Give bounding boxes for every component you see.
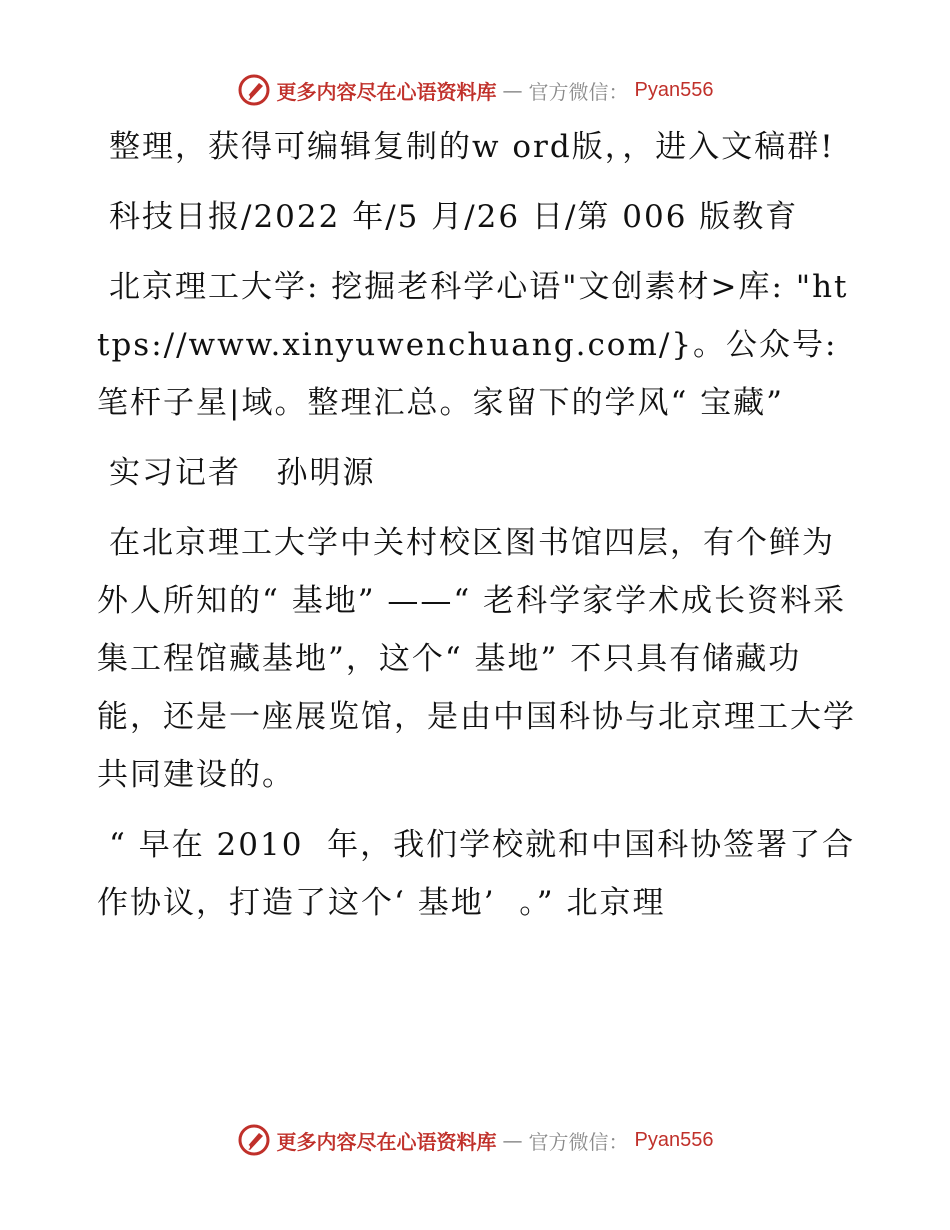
watermark-separator: — xyxy=(502,78,523,102)
paragraph-intro: 整理，获得可编辑复制的w ord版，，进入文稿群! xyxy=(109,129,835,165)
pen-logo-icon xyxy=(237,1123,271,1157)
watermark-wechat-id: Pyan556 xyxy=(634,78,714,101)
watermark-wechat-id: Pyan556 xyxy=(634,1128,714,1151)
watermark-brand: 更多内容尽在心语资料库 xyxy=(276,79,497,104)
paragraph-byline: 实习记者 孙明源 xyxy=(109,455,376,491)
paragraph-body-2: “ 早在 2010 年，我们学校就和中国科协签署了合作协议，打造了这个‘ 基地’ 。” 北京理 xyxy=(97,827,856,921)
paragraph-headline: 北京理工大学: 挖掘老科学心语"文创素材>库: "https://www.xinyuwenchuang.com/}。公众号: 笔杆子星|域。整理汇总。家留下的学风“ 宝藏” xyxy=(97,269,850,421)
footer-watermark xyxy=(0,1120,950,1160)
document-body xyxy=(97,118,857,944)
paragraph-source: 科技日报/2022 年/5 月/26 日/第 006 版教育 xyxy=(109,199,799,235)
watermark-wechat-label: 官方微信： xyxy=(528,1129,629,1154)
watermark-separator: — xyxy=(502,1128,523,1152)
paragraph-body-1: 在北京理工大学中关村校区图书馆四层，有个鲜为外人所知的“ 基地” ——“ 老科学家学术成长资料采集工程馆藏基地”，这个“ 基地” 不只具有储藏功能，还是一座展览馆，是由中国科协与北京理工大学共同建设的。 xyxy=(97,525,856,793)
pen-logo-icon xyxy=(237,73,271,107)
watermark-brand: 更多内容尽在心语资料库 xyxy=(276,1129,497,1154)
header-watermark xyxy=(0,70,950,110)
watermark-wechat-label: 官方微信： xyxy=(528,79,629,104)
